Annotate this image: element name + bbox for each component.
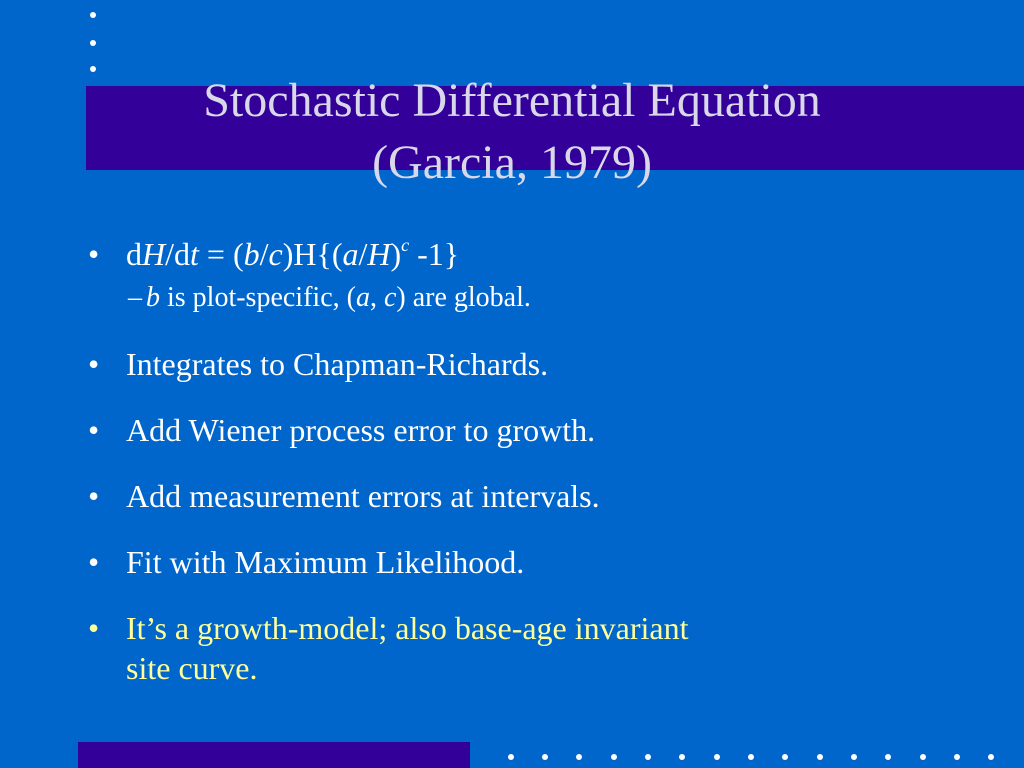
- slide-body: [88, 234, 988, 688]
- bullet-highlight: [88, 608, 988, 688]
- decor-dot: [645, 754, 651, 760]
- highlight-line-1: It’s a growth-model; also base-age invariant: [126, 610, 689, 646]
- decor-dot: [988, 754, 994, 760]
- title-line-2: (Garcia, 1979): [372, 136, 652, 189]
- decor-dot: [851, 754, 857, 760]
- decor-dot: [714, 754, 720, 760]
- decor-dot: [885, 754, 891, 760]
- bullet-equation: [88, 234, 988, 274]
- sub-bullet-marker: –: [128, 282, 142, 313]
- bottom-band: [78, 742, 470, 768]
- decor-dot: [508, 754, 514, 760]
- bullet-marker: •: [88, 236, 100, 272]
- bullet-marker: •: [88, 478, 100, 514]
- decor-dot: [679, 754, 685, 760]
- decor-dot: [954, 754, 960, 760]
- bullet-item: [88, 344, 988, 384]
- highlight-line-2: site curve.: [126, 650, 258, 686]
- decor-dot: [920, 754, 926, 760]
- parameter-note: b is plot-specific, (a, c) are global.: [146, 282, 531, 313]
- bullet-marker: •: [88, 412, 100, 448]
- decor-dot: [90, 12, 96, 18]
- slide-title: [90, 70, 934, 194]
- bullet-item: [88, 410, 988, 450]
- decor-dot: [542, 754, 548, 760]
- bullet-text: Fit with Maximum Likelihood.: [126, 544, 525, 580]
- bullet-text: Integrates to Chapman-Richards.: [126, 346, 549, 382]
- bullet-item: [88, 476, 988, 516]
- decor-dot: [90, 40, 96, 46]
- title-line-1: Stochastic Differential Equation: [203, 74, 821, 127]
- bullet-marker: •: [88, 610, 100, 646]
- horizontal-dot-decoration: [508, 752, 1008, 762]
- decor-dot: [611, 754, 617, 760]
- sub-bullet-parameters: [88, 280, 988, 316]
- bullet-marker: •: [88, 346, 100, 382]
- bullet-marker: •: [88, 544, 100, 580]
- vertical-dot-decoration: [88, 8, 98, 78]
- decor-dot: [782, 754, 788, 760]
- bullet-text: Add measurement errors at intervals.: [126, 478, 600, 514]
- decor-dot: [748, 754, 754, 760]
- decor-dot: [576, 754, 582, 760]
- decor-dot: [817, 754, 823, 760]
- bullet-item: [88, 542, 988, 582]
- differential-equation: $dH/dt = (b/c)H\{(a/H)^c$ -1}: [126, 235, 460, 272]
- bullet-text: Add Wiener process error to growth.: [126, 412, 596, 448]
